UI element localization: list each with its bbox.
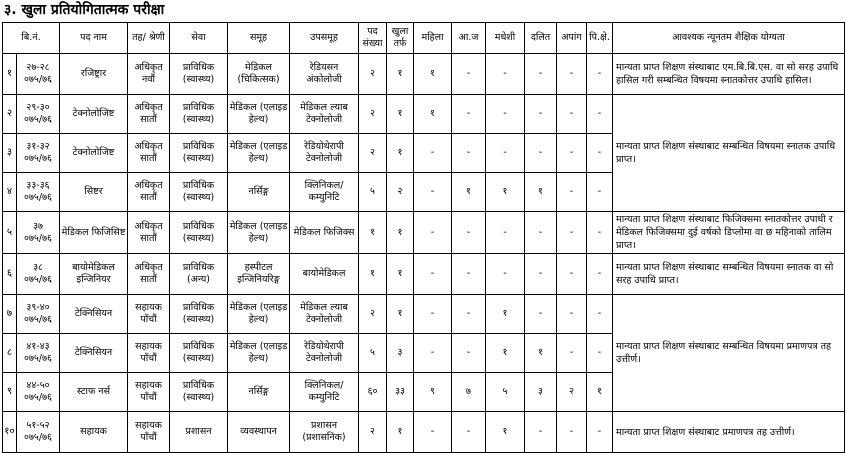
dalit-quota-cell: ३ bbox=[525, 373, 557, 412]
serial-number-cell: ९ bbox=[3, 373, 17, 412]
dalit-quota-cell: - bbox=[525, 95, 557, 134]
dalit-quota-cell: १ bbox=[525, 173, 557, 212]
women-quota-cell: - bbox=[414, 254, 452, 295]
aaja-quota-cell: - bbox=[452, 95, 486, 134]
group-cell: मेडिकल (एलाइड हेल्थ) bbox=[228, 334, 290, 373]
table-row bbox=[3, 54, 845, 95]
pikshe-quota-cell: - bbox=[587, 334, 613, 373]
header-level: तह/ श्रेणी bbox=[128, 23, 170, 54]
subgroup-cell: मेडिकल फिजिक्स bbox=[290, 212, 359, 254]
open-posts-cell: १ bbox=[387, 254, 414, 295]
advert-code-cell: ३८ ०७५/७६ bbox=[17, 254, 60, 295]
aaja-quota-cell: - bbox=[452, 134, 486, 173]
pikshe-quota-cell: १ bbox=[587, 373, 613, 412]
header-madhesi: मधेशी bbox=[486, 23, 525, 54]
serial-number-cell: ६ bbox=[3, 254, 17, 295]
aaja-quota-cell: ७ bbox=[452, 373, 486, 412]
pikshe-quota-cell: - bbox=[587, 134, 613, 173]
requirement-cell: मान्यता प्राप्त शिक्षण संस्थाबाट प्रमाणपत्र तह उत्तीर्ण। bbox=[613, 412, 845, 453]
subgroup-cell: मेडिकल ल्याब टेक्नोलोजी bbox=[290, 95, 359, 134]
header-apanga: अपांग bbox=[557, 23, 587, 54]
post-name-cell: टेक्नोलोजिष्ट bbox=[60, 134, 128, 173]
serial-number-cell: ४ bbox=[3, 173, 17, 212]
table-body bbox=[3, 54, 845, 453]
header-requirement: आवश्यक न्यूनतम शैक्षिक योग्यता bbox=[613, 23, 845, 54]
subgroup-cell: मेडिकल ल्याब टेक्नोलोजी bbox=[290, 295, 359, 334]
madhesi-quota-cell: - bbox=[486, 134, 525, 173]
level-cell: अधिकृत सातौं bbox=[128, 95, 170, 134]
aaja-quota-cell: - bbox=[452, 412, 486, 453]
post-name-cell: टेक्नोलोजिष्ट bbox=[60, 95, 128, 134]
dalit-quota-cell: - bbox=[525, 54, 557, 95]
requirement-cell: मान्यता प्राप्त शिक्षण संस्थाबाट सम्बन्धित विषयमा स्नातक उपाधि प्राप्त। bbox=[613, 95, 845, 212]
service-cell: प्राविधिक (स्वास्थ्य) bbox=[170, 134, 228, 173]
dalit-quota-cell: - bbox=[525, 295, 557, 334]
apanga-quota-cell: २ bbox=[557, 373, 587, 412]
serial-number-cell: ७ bbox=[3, 295, 17, 334]
header-open: खुला तर्फ bbox=[387, 23, 414, 54]
advert-code-cell: ३३-३६ ०७५/७६ bbox=[17, 173, 60, 212]
post-name-cell: टेक्निसियन bbox=[60, 295, 128, 334]
service-cell: प्रशासन bbox=[170, 412, 228, 453]
madhesi-quota-cell: १ bbox=[486, 334, 525, 373]
advert-code-cell: २९-३० ०७५/७६ bbox=[17, 95, 60, 134]
header-subgroup: उपसमूह bbox=[290, 23, 359, 54]
service-cell: प्राविधिक (स्वास्थ्य) bbox=[170, 54, 228, 95]
advert-code-cell: ५१-५२ ०७५/७६ bbox=[17, 412, 60, 453]
subgroup-cell: बायोमेडिकल bbox=[290, 254, 359, 295]
group-cell: व्यवस्थापन bbox=[228, 412, 290, 453]
serial-number-cell: ५ bbox=[3, 212, 17, 254]
madhesi-quota-cell: ५ bbox=[486, 373, 525, 412]
service-cell: प्राविधिक (स्वास्थ्य) bbox=[170, 334, 228, 373]
pikshe-quota-cell: - bbox=[587, 212, 613, 254]
advert-code-cell: ३१-३२ ०७५/७६ bbox=[17, 134, 60, 173]
requirement-cell: मान्यता प्राप्त शिक्षण संस्थाबाट फिजिक्समा स्नातकोत्तर उपाधी र मेडिकल फिजिक्समा दुई वर्षको डिप्लोमा वा छ महिनाको तालिम प्राप्त। bbox=[613, 212, 845, 254]
open-posts-cell: १ bbox=[387, 95, 414, 134]
advert-code-cell: ४१-४३ ०७५/७६ bbox=[17, 334, 60, 373]
table-row bbox=[3, 95, 845, 134]
madhesi-quota-cell: - bbox=[486, 54, 525, 95]
women-quota-cell: - bbox=[414, 173, 452, 212]
header-service: सेवा bbox=[170, 23, 228, 54]
women-quota-cell: ९ bbox=[414, 373, 452, 412]
pikshe-quota-cell: - bbox=[587, 173, 613, 212]
post-name-cell: बायोमेडिकल इन्जिनियर bbox=[60, 254, 128, 295]
women-quota-cell: - bbox=[414, 212, 452, 254]
madhesi-quota-cell: १ bbox=[486, 412, 525, 453]
group-cell: मेडिकल (चिकित्सक) bbox=[228, 54, 290, 95]
serial-number-cell: २ bbox=[3, 95, 17, 134]
total-posts-cell: ६० bbox=[359, 373, 387, 412]
level-cell: अधिकृत सातौं bbox=[128, 134, 170, 173]
total-posts-cell: २ bbox=[359, 95, 387, 134]
open-posts-cell: १ bbox=[387, 134, 414, 173]
header-women: महिला bbox=[414, 23, 452, 54]
header-row bbox=[3, 23, 845, 54]
total-posts-cell: २ bbox=[359, 412, 387, 453]
open-posts-cell: १ bbox=[387, 212, 414, 254]
header-sn: बि.नं. bbox=[3, 23, 60, 54]
level-cell: अधिकृत नवौं bbox=[128, 54, 170, 95]
advert-code-cell: ३७ ०७५/७६ bbox=[17, 212, 60, 254]
aaja-quota-cell: - bbox=[452, 295, 486, 334]
open-posts-cell: २ bbox=[387, 173, 414, 212]
post-name-cell: स्टाफ नर्स bbox=[60, 373, 128, 412]
pikshe-quota-cell: - bbox=[587, 254, 613, 295]
subgroup-cell: रेडियोथेरापी टेक्नोलोजी bbox=[290, 334, 359, 373]
aaja-quota-cell: - bbox=[452, 334, 486, 373]
apanga-quota-cell: - bbox=[557, 254, 587, 295]
service-cell: प्राविधिक (स्वास्थ्य) bbox=[170, 95, 228, 134]
women-quota-cell: - bbox=[414, 412, 452, 453]
table-row bbox=[3, 254, 845, 295]
aaja-quota-cell: - bbox=[452, 212, 486, 254]
dalit-quota-cell: १ bbox=[525, 334, 557, 373]
pikshe-quota-cell: - bbox=[587, 54, 613, 95]
open-posts-cell: ३३ bbox=[387, 373, 414, 412]
post-name-cell: सिष्टर bbox=[60, 173, 128, 212]
header-pikshe: पि.क्षे. bbox=[587, 23, 613, 54]
post-name-cell: टेक्निसियन bbox=[60, 334, 128, 373]
apanga-quota-cell: - bbox=[557, 54, 587, 95]
apanga-quota-cell: - bbox=[557, 412, 587, 453]
subgroup-cell: क्लिनिकल/ कम्युनिटि bbox=[290, 173, 359, 212]
aaja-quota-cell: - bbox=[452, 254, 486, 295]
table-row bbox=[3, 212, 845, 254]
apanga-quota-cell: - bbox=[557, 173, 587, 212]
header-aaja: आ.ज bbox=[452, 23, 486, 54]
pikshe-quota-cell: - bbox=[587, 412, 613, 453]
women-quota-cell: १ bbox=[414, 54, 452, 95]
aaja-quota-cell: १ bbox=[452, 173, 486, 212]
header-total: पद संख्या bbox=[359, 23, 387, 54]
total-posts-cell: १ bbox=[359, 212, 387, 254]
requirement-cell: मान्यता प्राप्त शिक्षण संस्थाबाट सम्बन्धित विषयमा स्नातक वा सो सरह उपाधि प्राप्त। bbox=[613, 254, 845, 295]
table-row bbox=[3, 295, 845, 334]
apanga-quota-cell: - bbox=[557, 334, 587, 373]
pikshe-quota-cell: - bbox=[587, 95, 613, 134]
group-cell: मेडिकल (एलाइड हेल्थ) bbox=[228, 95, 290, 134]
level-cell: सहायक पाँचौं bbox=[128, 334, 170, 373]
open-posts-cell: ३ bbox=[387, 334, 414, 373]
serial-number-cell: ८ bbox=[3, 334, 17, 373]
madhesi-quota-cell: - bbox=[486, 212, 525, 254]
group-cell: मेडिकल (एलाइड हेल्थ) bbox=[228, 295, 290, 334]
header-post: पद नाम bbox=[60, 23, 128, 54]
open-posts-cell: १ bbox=[387, 412, 414, 453]
post-name-cell: मेडिकल फिजिसिष्ट bbox=[60, 212, 128, 254]
service-cell: प्राविधिक (अन्य) bbox=[170, 254, 228, 295]
group-cell: नर्सिङ्ग bbox=[228, 173, 290, 212]
dalit-quota-cell: - bbox=[525, 254, 557, 295]
subgroup-cell: प्रशासन (प्रशासनिक) bbox=[290, 412, 359, 453]
group-cell: मेडिकल (एलाइड हेल्थ) bbox=[228, 134, 290, 173]
level-cell: अधिकृत सातौं bbox=[128, 254, 170, 295]
serial-number-cell: ३ bbox=[3, 134, 17, 173]
women-quota-cell: - bbox=[414, 334, 452, 373]
level-cell: अधिकृत सातौं bbox=[128, 173, 170, 212]
madhesi-quota-cell: - bbox=[486, 254, 525, 295]
women-quota-cell: - bbox=[414, 295, 452, 334]
women-quota-cell: - bbox=[414, 134, 452, 173]
service-cell: प्राविधिक (स्वास्थ्य) bbox=[170, 373, 228, 412]
women-quota-cell: १ bbox=[414, 95, 452, 134]
total-posts-cell: १ bbox=[359, 254, 387, 295]
subgroup-cell: रेडियोथेरापी टेक्नोलोजी bbox=[290, 134, 359, 173]
apanga-quota-cell: - bbox=[557, 95, 587, 134]
pikshe-quota-cell: - bbox=[587, 295, 613, 334]
table-row bbox=[3, 412, 845, 453]
open-posts-cell: १ bbox=[387, 54, 414, 95]
apanga-quota-cell: - bbox=[557, 295, 587, 334]
serial-number-cell: १० bbox=[3, 412, 17, 453]
level-cell: सहायक पाँचौं bbox=[128, 412, 170, 453]
total-posts-cell: ५ bbox=[359, 173, 387, 212]
total-posts-cell: ५ bbox=[359, 334, 387, 373]
vacancy-table bbox=[2, 22, 845, 453]
dalit-quota-cell: - bbox=[525, 412, 557, 453]
dalit-quota-cell: - bbox=[525, 212, 557, 254]
subgroup-cell: क्लिनिकल/ कम्युनिटि bbox=[290, 373, 359, 412]
advert-code-cell: २७-२८ ०७५/७६ bbox=[17, 54, 60, 95]
service-cell: प्राविधिक (स्वास्थ्य) bbox=[170, 173, 228, 212]
group-cell: मेडिकल (एलाइड हेल्थ) bbox=[228, 212, 290, 254]
requirement-cell: मान्यता प्राप्त शिक्षण संस्थाबाट सम्बन्धित विषयमा प्रमाणपत्र तह उत्तीर्ण। bbox=[613, 295, 845, 412]
requirement-cell: मान्यता प्राप्त शिक्षण संस्थाबाट एम.बि.बि.एस. वा सो सरह उपाधि हासिल गरी सम्बन्धित विषयमा स्नातकोत्तर उपाधि हासिल। bbox=[613, 54, 845, 95]
post-name-cell: रजिष्ट्रार bbox=[60, 54, 128, 95]
apanga-quota-cell: - bbox=[557, 212, 587, 254]
serial-number-cell: १ bbox=[3, 54, 17, 95]
service-cell: प्राविधिक (स्वास्थ्य) bbox=[170, 212, 228, 254]
madhesi-quota-cell: - bbox=[486, 95, 525, 134]
section-title: ३. खुला प्रतियोगितात्मक परीक्षा bbox=[4, 2, 165, 18]
service-cell: प्राविधिक (स्वास्थ्य) bbox=[170, 295, 228, 334]
header-group: समूह bbox=[228, 23, 290, 54]
madhesi-quota-cell: १ bbox=[486, 173, 525, 212]
apanga-quota-cell: - bbox=[557, 134, 587, 173]
advert-code-cell: ३९-४० ०७५/७६ bbox=[17, 295, 60, 334]
level-cell: सहायक पाँचौं bbox=[128, 373, 170, 412]
open-posts-cell: १ bbox=[387, 295, 414, 334]
madhesi-quota-cell: १ bbox=[486, 295, 525, 334]
level-cell: सहायक पाँचौं bbox=[128, 295, 170, 334]
advert-code-cell: ४४-५० ०७५/७६ bbox=[17, 373, 60, 412]
group-cell: हस्पीटल इन्जिनियरिङ्ग bbox=[228, 254, 290, 295]
group-cell: नर्सिङ्ग bbox=[228, 373, 290, 412]
aaja-quota-cell: - bbox=[452, 54, 486, 95]
subgroup-cell: रेडियसन अंकोलोजी bbox=[290, 54, 359, 95]
post-name-cell: सहायक bbox=[60, 412, 128, 453]
total-posts-cell: २ bbox=[359, 54, 387, 95]
header-dalit: दलित bbox=[525, 23, 557, 54]
total-posts-cell: २ bbox=[359, 134, 387, 173]
dalit-quota-cell: - bbox=[525, 134, 557, 173]
level-cell: अधिकृत सातौं bbox=[128, 212, 170, 254]
total-posts-cell: २ bbox=[359, 295, 387, 334]
